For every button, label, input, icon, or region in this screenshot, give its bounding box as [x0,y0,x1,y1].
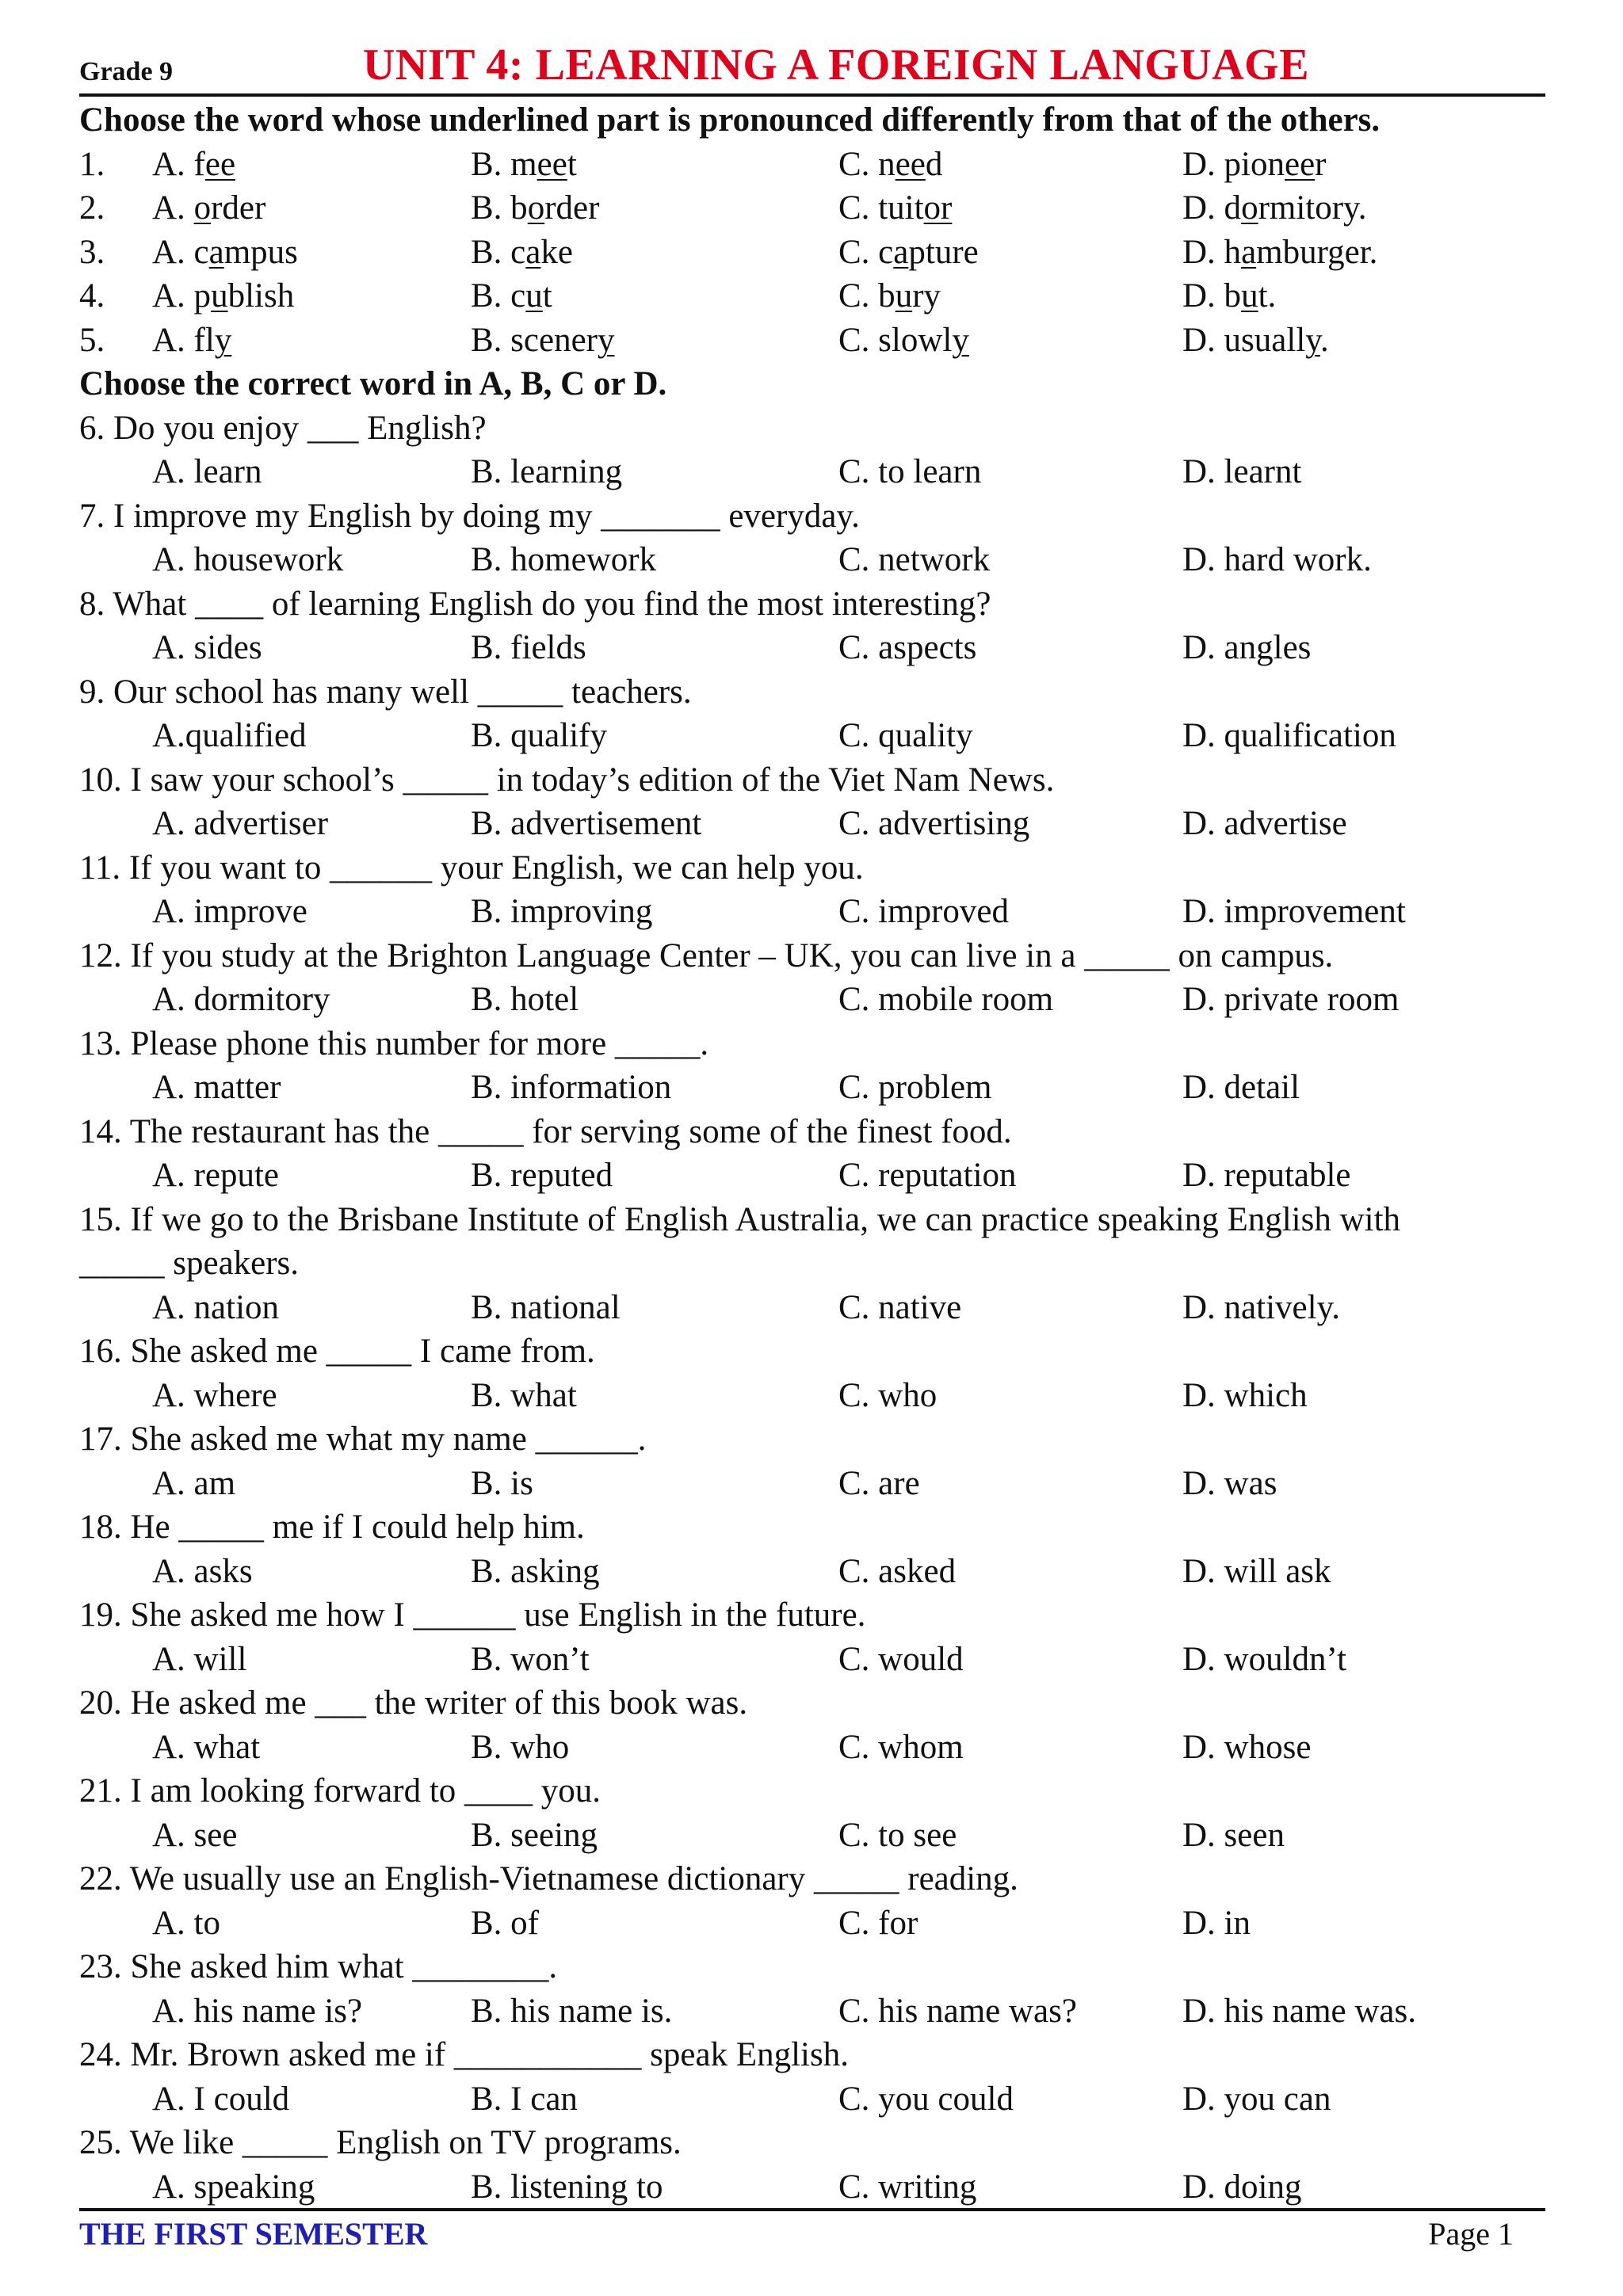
option-text: A. p [152,277,212,315]
answer-row [79,1989,1545,2034]
answer-row [79,890,1545,934]
answer-row [79,1726,1545,1770]
option-text: pture [908,233,979,271]
answer-option-b[interactable]: B. I can [471,2080,578,2118]
answer-option-c[interactable]: C. his name was? [838,1992,1077,2030]
answer-option-a[interactable]: A. where [152,1376,277,1414]
answer-option-a[interactable]: A.qualified [152,717,307,754]
question-stem: 20. He asked me ___ the writer of this book was. [79,1684,748,1722]
option-text: t [542,277,552,315]
option-text: t. [1258,277,1277,315]
option-text: B. b [471,189,528,227]
answer-option-d[interactable]: D. natively. [1182,1288,1341,1326]
answer-option-b[interactable]: B. fields [471,629,586,666]
page-header [79,40,1545,95]
answer-option-d[interactable]: D. doing [1182,2168,1302,2206]
answer-option-a[interactable]: A. housework [152,541,344,578]
answer-option-c[interactable]: C. would [838,1640,964,1678]
question-stem: 13. Please phone this number for more _____. [79,1024,709,1062]
option-text: B. c [471,233,526,271]
option-text: r [1315,145,1327,183]
question-stem: 25. We like _____ English on TV programs. [79,2124,682,2161]
question-number: 5. [79,321,105,359]
answer-option-a[interactable]: A. am [152,1464,236,1502]
answer-row [79,538,1545,582]
question-number: 3. [79,233,105,271]
answer-option-c[interactable]: C. mobile room [838,981,1054,1018]
answer-row [79,626,1545,670]
answer-option-a[interactable]: A. to [152,1904,220,1942]
footer-divider [79,2208,1545,2211]
answer-option-a[interactable]: A. speaking [152,2168,315,2206]
option-text: . [1320,321,1329,359]
answer-row [79,1374,1545,1418]
option-text: D. pion [1182,145,1285,183]
option-text: C. b [838,277,896,315]
answer-option-d[interactable]: D. reputable [1182,1157,1351,1194]
answer-option-d[interactable]: D. detail [1182,1069,1300,1106]
answer-option-d[interactable]: D. qualification [1182,717,1396,754]
answer-option-c[interactable]: C. to see [838,1816,957,1854]
option-text: t [567,145,577,183]
question-stem: 23. She asked him what ________. [79,1948,558,1985]
question-list [79,406,1545,2210]
answer-option-a[interactable]: A. nation [152,1288,280,1326]
page-number: Page 1 [1428,2216,1514,2252]
question-stem: 15. If we go to the Brisbane Institute of English Australia, we can practice speaking English with [79,1200,1401,1238]
option-text: d [925,145,943,183]
question-stem: 12. If you study at the Brighton Language Center – UK, you can live in a _____ on campus. [79,936,1334,974]
answer-option[interactable] [152,143,235,187]
answer-row [79,714,1545,758]
question-stem: 19. She asked me how I ______ use English in the future. [79,1596,866,1634]
answer-option-b[interactable]: B. what [471,1376,577,1414]
answer-option[interactable] [1182,186,1367,231]
answer-option-c[interactable]: C. who [838,1376,938,1414]
answer-option-c[interactable]: C. writing [838,2168,977,2206]
answer-option-c[interactable]: C. native [838,1288,962,1326]
option-text: rder [544,189,600,227]
question-stem: 18. He _____ me if I could help him. [79,1508,585,1546]
underlined-part: ee [204,145,236,183]
answer-option-d[interactable]: D. in [1182,1904,1251,1942]
answer-option[interactable] [152,274,294,318]
answer-row [79,1066,1545,1110]
answer-option-a[interactable]: A. will [152,1640,247,1678]
worksheet-body [79,98,1545,2209]
underlined-part: u [1241,277,1258,315]
answer-option[interactable] [1182,318,1329,363]
answer-option-b[interactable]: B. listening to [471,2168,663,2206]
question-stem: 8. What ____ of learning English do you find the most interesting? [79,585,991,623]
answer-option-b[interactable]: B. seeing [471,1816,598,1854]
answer-option-c[interactable]: C. reputation [838,1157,1017,1194]
answer-option-a[interactable]: A. repute [152,1157,279,1194]
answer-row [79,1550,1545,1594]
answer-option-c[interactable]: C. to learn [838,453,982,490]
option-text: ke [540,233,573,271]
question-stem: 22. We usually use an English-Vietnamese dictionary _____ reading. [79,1860,1018,1897]
answer-option-b[interactable]: B. asking [471,1552,600,1590]
answer-option-c[interactable]: C. whom [838,1728,964,1766]
answer-option-c[interactable]: C. for [838,1904,918,1942]
option-text: A. fl [152,321,215,359]
option-text: D. h [1182,233,1242,271]
answer-option-b[interactable]: B. improving [471,893,653,930]
underlined-part: ee [537,145,567,183]
option-text: B. scener [471,321,598,359]
answer-option-b[interactable]: B. is [471,1464,533,1502]
underlined-part: a [525,233,541,271]
header-divider [79,93,1545,97]
question-stem-continued: _____ speakers. [79,1245,300,1282]
answer-option[interactable] [471,231,573,275]
answer-option-d[interactable]: D. improvement [1182,893,1406,930]
answer-option-a[interactable]: A. learn [152,453,262,490]
option-text: D. b [1182,277,1242,315]
answer-option-b[interactable]: B. hotel [471,981,579,1018]
answer-option[interactable] [471,186,599,231]
answer-option[interactable] [152,186,265,231]
pronunciation-heading: Choose the word whose underlined part is pronounced differently from that of the others. [79,101,1381,139]
option-text: C. c [838,233,894,271]
answer-option-a[interactable]: A. what [152,1728,261,1766]
option-text: D. d [1182,189,1242,227]
underlined-part: a [208,233,224,271]
answer-option[interactable] [152,231,298,275]
option-text: mburger. [1256,233,1378,271]
answer-option-b[interactable]: B. learning [471,453,623,490]
answer-option-b[interactable]: B. information [471,1069,672,1106]
answer-option[interactable] [1182,274,1276,318]
answer-option-c[interactable]: C. aspects [838,629,977,666]
answer-option-a[interactable]: A. matter [152,1069,281,1106]
answer-option-c[interactable]: C. are [838,1464,920,1502]
answer-option-a[interactable]: A. advertiser [152,805,329,842]
option-text: C. slowl [838,321,953,359]
option-text: B. c [471,277,526,315]
answer-row [79,1462,1545,1506]
answer-option-d[interactable]: D. seen [1182,1816,1285,1854]
answer-option-b[interactable]: B. national [471,1288,621,1326]
answer-option[interactable] [1182,231,1377,275]
answer-option[interactable] [838,186,952,231]
answer-option-c[interactable]: C. network [838,541,991,578]
underlined-part: or [923,189,953,227]
answer-row [79,1901,1545,1946]
answer-option-c[interactable]: C. improved [838,893,1009,930]
answer-option-b[interactable]: B. homework [471,541,657,578]
answer-option-a[interactable]: A. asks [152,1552,253,1590]
underlined-part: y [598,321,615,359]
underlined-part: ee [1285,145,1316,183]
answer-option-c[interactable]: C. you could [838,2080,1014,2118]
answer-row [79,1638,1545,1682]
underlined-part: u [525,277,543,315]
answer-option-a[interactable]: A. improve [152,893,307,930]
answer-option-a[interactable]: A. I could [152,2080,290,2118]
answer-option-b[interactable]: B. won’t [471,1640,590,1678]
option-text: B. m [471,145,537,183]
underlined-part: o [1241,189,1258,227]
underlined-part: u [211,277,228,315]
vocab-heading: Choose the correct word in A, B, C or D. [79,365,667,402]
underlined-part: u [895,277,913,315]
question-number: 2. [79,189,105,227]
option-text: A. [152,189,194,227]
option-text: mpus [223,233,298,271]
option-text: C. n [838,145,896,183]
underlined-part: a [893,233,909,271]
question-number: 1. [79,145,105,183]
answer-option[interactable] [838,318,969,363]
answer-option-d[interactable]: D. whose [1182,1728,1312,1766]
pronunciation-question [79,318,1545,363]
pronunciation-list [79,143,1545,363]
option-text: blish [227,277,295,315]
footer [79,2215,1514,2263]
answer-option-d[interactable]: D. you can [1182,2080,1331,2118]
question-stem: 17. She asked me what my name ______. [79,1421,647,1458]
question-stem: 14. The restaurant has the _____ for serving some of the finest food. [79,1112,1012,1150]
answer-option[interactable] [1182,143,1327,187]
pronunciation-question [79,274,1545,318]
answer-option-a[interactable]: A. dormitory [152,981,330,1018]
option-text: rder [211,189,266,227]
underlined-part: a [1241,233,1257,271]
answer-option-d[interactable]: D. advertise [1182,805,1347,842]
answer-option-b[interactable]: B. qualify [471,717,607,754]
question-stem: 7. I improve my English by doing my _______ everyday. [79,497,860,535]
answer-option[interactable] [152,318,231,363]
answer-option[interactable] [471,318,615,363]
answer-option[interactable] [471,274,552,318]
option-text: A. c [152,233,209,271]
answer-row [79,2165,1545,2210]
answer-option[interactable] [838,274,941,318]
question-stem: 10. I saw your school’s _____ in today’s edition of the Viet Nam News. [79,761,1055,799]
answer-option-c[interactable]: C. quality [838,717,973,754]
underlined-part: y [1305,321,1320,359]
answer-option-d[interactable]: D. his name was. [1182,1992,1416,2030]
underlined-part: o [527,189,545,227]
answer-row [79,2077,1545,2122]
answer-option[interactable] [471,143,577,187]
option-text: A. f [152,145,205,183]
answer-option-b[interactable]: B. reputed [471,1157,613,1194]
answer-row [79,1814,1545,1858]
question-stem: 24. Mr. Brown asked me if ___________ speak English. [79,2036,849,2073]
option-text: rmitory. [1258,189,1367,227]
answer-option-c[interactable]: C. advertising [838,805,1030,842]
answer-option-d[interactable]: D. hard work. [1182,541,1372,578]
question-number: 4. [79,277,105,315]
answer-option-d[interactable]: D. will ask [1182,1552,1331,1590]
question-stem: 16. She asked me _____ I came from. [79,1333,595,1370]
underlined-part: y [952,321,969,359]
answer-option-a[interactable]: A. sides [152,629,262,666]
option-text: D. usuall [1182,321,1306,359]
answer-option[interactable] [838,143,942,187]
answer-row [79,1154,1545,1198]
answer-row [79,450,1545,494]
answer-option[interactable] [838,231,979,275]
answer-option-b[interactable]: B. advertisement [471,805,702,842]
grade-label: Grade 9 [79,57,174,86]
answer-option-c[interactable]: C. problem [838,1069,992,1106]
answer-option-d[interactable]: D. which [1182,1376,1308,1414]
answer-option-d[interactable]: D. angles [1182,629,1312,666]
header [79,40,1545,95]
underlined-part: ee [895,145,926,183]
underlined-part: o [193,189,212,227]
pronunciation-question [79,231,1545,275]
answer-option-c[interactable]: C. asked [838,1552,957,1590]
option-text: C. tuit [838,189,924,227]
answer-option-b[interactable]: B. who [471,1728,570,1766]
question-stem: 9. Our school has many well _____ teachers. [79,673,692,711]
answer-option-a[interactable]: A. his name is? [152,1992,363,2030]
semester-label: THE FIRST SEMESTER [79,2216,428,2252]
answer-option-b[interactable]: B. of [471,1904,539,1942]
pronunciation-question [79,143,1545,187]
underlined-part: y [214,321,232,359]
answer-row [79,978,1545,1022]
answer-option-b[interactable]: B. his name is. [471,1992,673,2030]
answer-option-a[interactable]: A. see [152,1816,238,1854]
answer-option-d[interactable]: D. private room [1182,981,1400,1018]
answer-row [79,802,1545,846]
question-stem: 11. If you want to ______ your English, we can help you. [79,849,864,887]
answer-option-d[interactable]: D. was [1182,1464,1277,1502]
answer-option-d[interactable]: D. learnt [1182,453,1302,490]
answer-option-d[interactable]: D. wouldn’t [1182,1640,1347,1678]
pronunciation-question [79,186,1545,231]
option-text: ry [912,277,941,315]
unit-title: UNIT 4: LEARNING A FOREIGN LANGUAGE [362,40,1310,90]
question-stem: 6. Do you enjoy ___ English? [79,409,487,447]
answer-row [79,1286,1545,1330]
question-stem: 21. I am looking forward to ____ you. [79,1772,601,1810]
